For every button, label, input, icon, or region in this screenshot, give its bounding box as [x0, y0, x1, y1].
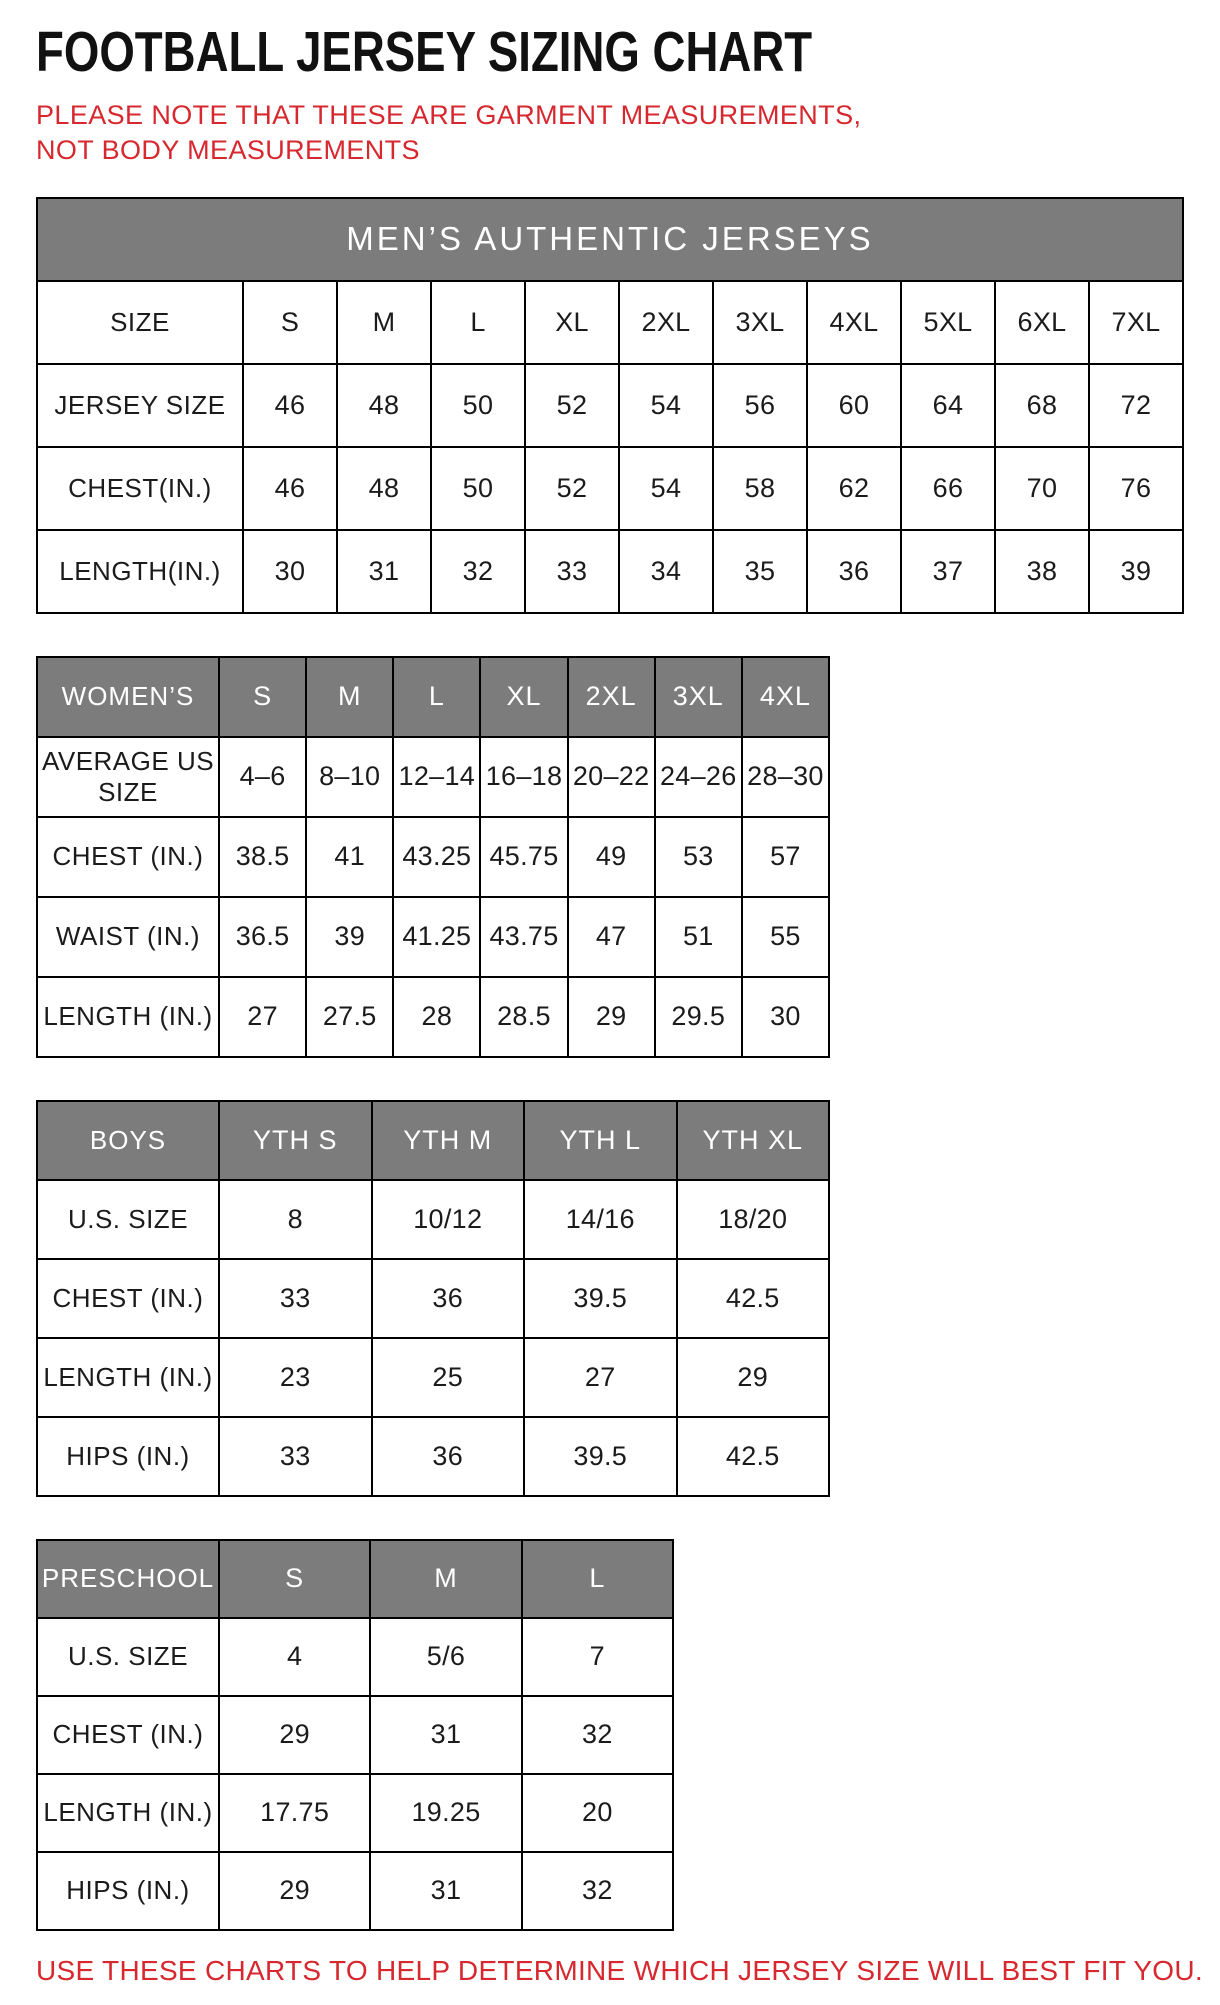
- measurement-value: 25: [372, 1338, 525, 1417]
- measurement-value: 55: [742, 897, 829, 977]
- measurement-value: 29: [568, 977, 655, 1057]
- measurement-value: XL: [525, 281, 619, 364]
- size-column-header: YTH L: [524, 1101, 677, 1180]
- row-label: CHEST (IN.): [37, 1696, 219, 1774]
- table-row: [37, 1180, 829, 1259]
- measurement-value: 52: [525, 364, 619, 447]
- measurement-value: 10/12: [372, 1180, 525, 1259]
- measurement-value: 18/20: [677, 1180, 830, 1259]
- size-column-header: M: [370, 1540, 521, 1618]
- measurement-value: 41.25: [393, 897, 480, 977]
- measurement-value: 32: [431, 530, 525, 613]
- table-banner-title: MEN’S AUTHENTIC JERSEYS: [37, 198, 1183, 281]
- page-title: FOOTBALL JERSEY SIZING CHART: [36, 20, 813, 84]
- table-row: [37, 364, 1183, 447]
- measurement-value: 36: [372, 1417, 525, 1496]
- measurement-value: 38: [995, 530, 1089, 613]
- measurement-value: M: [337, 281, 431, 364]
- measurement-value: 39: [1089, 530, 1183, 613]
- measurement-value: 41: [306, 817, 393, 897]
- size-column-header: 2XL: [568, 657, 655, 737]
- measurement-value: 32: [522, 1852, 673, 1930]
- measurement-value: 5/6: [370, 1618, 521, 1696]
- size-column-header: L: [393, 657, 480, 737]
- measurement-value: 6XL: [995, 281, 1089, 364]
- measurement-value: 54: [619, 447, 713, 530]
- measurement-value: 42.5: [677, 1417, 830, 1496]
- measurement-value: 45.75: [480, 817, 567, 897]
- size-column-header: S: [219, 1540, 370, 1618]
- measurement-value: 27: [219, 977, 306, 1057]
- measurement-value: 46: [243, 364, 337, 447]
- measurement-value: 17.75: [219, 1774, 370, 1852]
- row-label: AVERAGE US SIZE: [37, 737, 219, 817]
- measurement-value: 19.25: [370, 1774, 521, 1852]
- boys-sizing-table: [36, 1100, 830, 1497]
- row-label: U.S. SIZE: [37, 1618, 219, 1696]
- table-header-row: [37, 1101, 829, 1180]
- measurement-value: 48: [337, 364, 431, 447]
- measurement-value: 31: [337, 530, 431, 613]
- row-label: HIPS (IN.): [37, 1417, 219, 1496]
- measurement-value: 57: [742, 817, 829, 897]
- measurement-value: 27.5: [306, 977, 393, 1057]
- size-column-header: YTH M: [372, 1101, 525, 1180]
- measurement-value: 52: [525, 447, 619, 530]
- table-banner-row: [37, 198, 1183, 281]
- measurement-value: 49: [568, 817, 655, 897]
- measurement-value: 4: [219, 1618, 370, 1696]
- measurement-value: 47: [568, 897, 655, 977]
- measurement-value: 33: [219, 1259, 372, 1338]
- table-row: [37, 1774, 673, 1852]
- table-header-label: PRESCHOOL: [37, 1540, 219, 1618]
- measurement-value: 60: [807, 364, 901, 447]
- measurement-value: S: [243, 281, 337, 364]
- table-row: [37, 817, 829, 897]
- measurement-value: 29: [677, 1338, 830, 1417]
- measurement-value: 39.5: [524, 1417, 677, 1496]
- measurement-value: 20–22: [568, 737, 655, 817]
- measurement-value: 36.5: [219, 897, 306, 977]
- measurement-value: 12–14: [393, 737, 480, 817]
- measurement-value: 46: [243, 447, 337, 530]
- measurement-value: 68: [995, 364, 1089, 447]
- measurement-value: 51: [655, 897, 742, 977]
- measurement-value: 31: [370, 1852, 521, 1930]
- size-column-header: YTH XL: [677, 1101, 830, 1180]
- measurement-value: 50: [431, 447, 525, 530]
- measurement-value: 48: [337, 447, 431, 530]
- table-row: [37, 1618, 673, 1696]
- mens-authentic-jerseys-table: [36, 197, 1184, 614]
- table-row: [37, 897, 829, 977]
- measurement-value: 36: [372, 1259, 525, 1338]
- table-header-row: [37, 1540, 673, 1618]
- size-column-header: M: [306, 657, 393, 737]
- size-column-header: YTH S: [219, 1101, 372, 1180]
- table-header-label: BOYS: [37, 1101, 219, 1180]
- measurement-value: 29: [219, 1696, 370, 1774]
- measurement-value: 64: [901, 364, 995, 447]
- row-label: JERSEY SIZE: [37, 364, 243, 447]
- measurement-value: 58: [713, 447, 807, 530]
- measurement-value: 4–6: [219, 737, 306, 817]
- measurement-value: 32: [522, 1696, 673, 1774]
- measurement-value: 3XL: [713, 281, 807, 364]
- measurement-value: 4XL: [807, 281, 901, 364]
- row-label: CHEST(IN.): [37, 447, 243, 530]
- measurement-value: 66: [901, 447, 995, 530]
- measurement-value: 27: [524, 1338, 677, 1417]
- measurement-value: 39.5: [524, 1259, 677, 1338]
- row-label: LENGTH (IN.): [37, 1338, 219, 1417]
- measurement-value: 56: [713, 364, 807, 447]
- measurement-value: 50: [431, 364, 525, 447]
- measurement-value: 30: [243, 530, 337, 613]
- measurement-value: 33: [219, 1417, 372, 1496]
- garment-measurements-note: PLEASE NOTE THAT THESE ARE GARMENT MEASUREMENTS, NOT BODY MEASUREMENTS: [36, 99, 862, 166]
- size-column-header: S: [219, 657, 306, 737]
- size-column-header: XL: [480, 657, 567, 737]
- measurement-value: 5XL: [901, 281, 995, 364]
- measurement-value: 62: [807, 447, 901, 530]
- measurement-value: 20: [522, 1774, 673, 1852]
- table-row: [37, 1417, 829, 1496]
- measurement-value: 23: [219, 1338, 372, 1417]
- table-header-label: WOMEN’S: [37, 657, 219, 737]
- measurement-value: 8: [219, 1180, 372, 1259]
- row-label: CHEST (IN.): [37, 1259, 219, 1338]
- measurement-value: 2XL: [619, 281, 713, 364]
- measurement-value: 29.5: [655, 977, 742, 1057]
- table-row: [37, 1696, 673, 1774]
- measurement-value: 76: [1089, 447, 1183, 530]
- measurement-value: 28: [393, 977, 480, 1057]
- measurement-value: 43.25: [393, 817, 480, 897]
- row-label: HIPS (IN.): [37, 1852, 219, 1930]
- table-row: [37, 447, 1183, 530]
- table-row: [37, 1338, 829, 1417]
- womens-sizing-table: [36, 656, 830, 1058]
- size-column-header: 3XL: [655, 657, 742, 737]
- row-label: LENGTH(IN.): [37, 530, 243, 613]
- measurement-value: 24–26: [655, 737, 742, 817]
- measurement-value: 70: [995, 447, 1089, 530]
- footer-note: USE THESE CHARTS TO HELP DETERMINE WHICH JERSEY SIZE WILL BEST FIT YOU.: [36, 1954, 1203, 1986]
- measurement-value: 28–30: [742, 737, 829, 817]
- measurement-value: 34: [619, 530, 713, 613]
- measurement-value: 14/16: [524, 1180, 677, 1259]
- measurement-value: 28.5: [480, 977, 567, 1057]
- measurement-value: 31: [370, 1696, 521, 1774]
- measurement-value: 37: [901, 530, 995, 613]
- measurement-value: 39: [306, 897, 393, 977]
- measurement-value: 33: [525, 530, 619, 613]
- measurement-value: 7XL: [1089, 281, 1183, 364]
- measurement-value: 38.5: [219, 817, 306, 897]
- table-row: [37, 737, 829, 817]
- measurement-value: L: [431, 281, 525, 364]
- table-row: [37, 281, 1183, 364]
- measurement-value: 16–18: [480, 737, 567, 817]
- row-label: SIZE: [37, 281, 243, 364]
- preschool-sizing-table: [36, 1539, 674, 1931]
- measurement-value: 30: [742, 977, 829, 1057]
- row-label: LENGTH (IN.): [37, 1774, 219, 1852]
- size-column-header: L: [522, 1540, 673, 1618]
- measurement-value: 36: [807, 530, 901, 613]
- size-column-header: 4XL: [742, 657, 829, 737]
- table-row: [37, 1852, 673, 1930]
- measurement-value: 29: [219, 1852, 370, 1930]
- row-label: LENGTH (IN.): [37, 977, 219, 1057]
- row-label: U.S. SIZE: [37, 1180, 219, 1259]
- row-label: CHEST (IN.): [37, 817, 219, 897]
- table-row: [37, 977, 829, 1057]
- table-row: [37, 530, 1183, 613]
- measurement-value: 72: [1089, 364, 1183, 447]
- measurement-value: 53: [655, 817, 742, 897]
- table-row: [37, 1259, 829, 1338]
- table-header-row: [37, 657, 829, 737]
- measurement-value: 42.5: [677, 1259, 830, 1338]
- row-label: WAIST (IN.): [37, 897, 219, 977]
- measurement-value: 43.75: [480, 897, 567, 977]
- measurement-value: 7: [522, 1618, 673, 1696]
- measurement-value: 35: [713, 530, 807, 613]
- measurement-value: 54: [619, 364, 713, 447]
- measurement-value: 8–10: [306, 737, 393, 817]
